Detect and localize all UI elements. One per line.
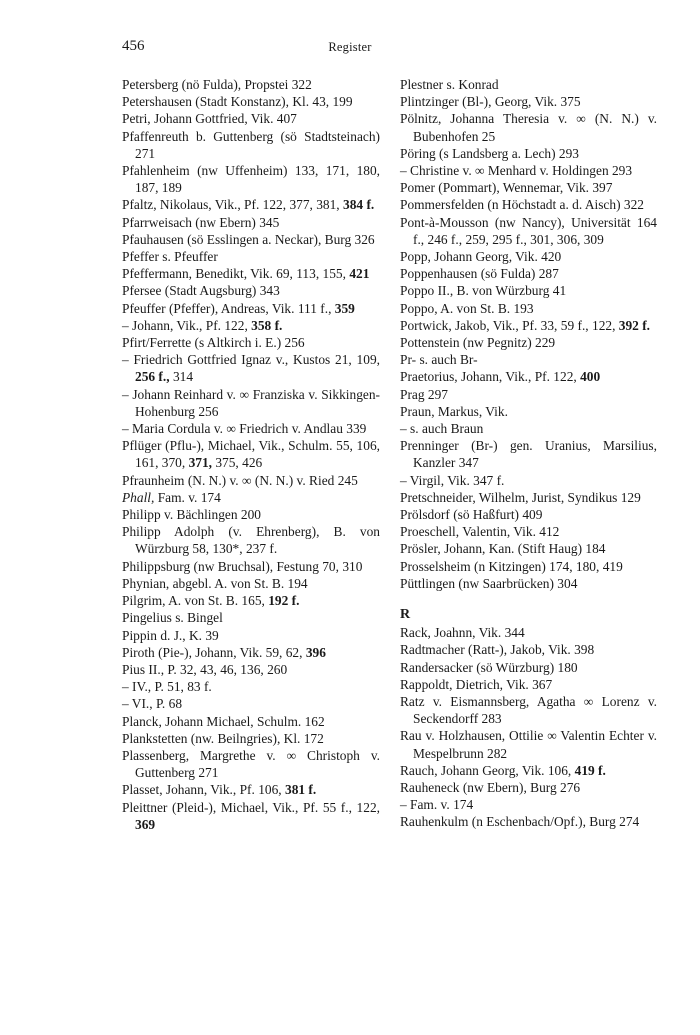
index-entry: Rauch, Johann Georg, Vik. 106, 419 f.: [400, 762, 606, 778]
index-entry: Planck, Johann Michael, Schulm. 162: [122, 713, 325, 729]
index-entry: Pfeffer s. Pfeuffer: [122, 249, 218, 265]
index-entry: Poppo II., B. von Würzburg 41: [400, 283, 567, 299]
entry-bold-ref: 256 f.,: [135, 369, 170, 385]
entry-bold-ref: 384 f.: [343, 197, 375, 213]
entry-bold-ref: 396: [305, 644, 326, 660]
index-entry: Petershausen (Stadt Konstanz), Kl. 43, 199: [122, 94, 353, 110]
index-entry: – Johann Reinhard v. ∞ Franziska v. Sikkingen-Hohenburg 256: [122, 386, 380, 419]
index-entry: Plankstetten (nw. Beilngries), Kl. 172: [122, 730, 324, 746]
index-entry: – IV., P. 51, 83 f.: [122, 679, 212, 695]
entry-bold-ref: 421: [349, 266, 370, 282]
index-entry: Plassenberg, Margrethe v. ∞ Christoph v. Guttenberg 271: [122, 747, 380, 781]
index-entry: Prosselsheim (n Kitzingen) 174, 180, 419: [400, 558, 623, 574]
entry-bold-ref: 400: [580, 369, 601, 385]
index-entry: Pfarrweisach (nw Ebern) 345: [122, 214, 280, 230]
index-entry: Portwick, Jakob, Vik., Pf. 33, 59 f., 122, 392 f.: [400, 317, 651, 333]
index-entry: Pöring (s Landsberg a. Lech) 293: [400, 145, 579, 161]
entry-bold-ref: 358 f.: [251, 317, 283, 333]
index-column-right: [400, 76, 657, 831]
index-entry: Pleittner (Pleid-), Michael, Vik., Pf. 55 f., 122, 369: [122, 799, 380, 832]
entry-bold-ref: 359: [334, 300, 355, 316]
index-entry: Rappoldt, Dietrich, Vik. 367: [400, 676, 553, 692]
index-entry: Pippin d. J., K. 39: [122, 627, 219, 643]
index-entry: – Johann, Vik., Pf. 122, 358 f.: [122, 317, 283, 333]
entry-bold-ref: 392 f.: [618, 317, 651, 333]
index-entry: Praun, Markus, Vik.: [400, 403, 508, 419]
index-entry: Prösler, Johann, Kan. (Stift Haug) 184: [400, 541, 606, 557]
index-entry: Pottenstein (nw Pegnitz) 229: [400, 335, 556, 351]
index-entry: – s. auch Braun: [400, 421, 484, 437]
index-entry: Phynian, abgebl. A. von St. B. 194: [122, 575, 308, 591]
index-entry: Proeschell, Valentin, Vik. 412: [400, 524, 560, 540]
index-entry: Pfauhausen (sö Esslingen a. Neckar), Burg 326: [122, 231, 375, 247]
entry-italic-term: Phall,: [122, 489, 155, 505]
index-entry: Prag 297: [400, 386, 448, 402]
index-entry: Pius II., P. 32, 43, 46, 136, 260: [122, 661, 288, 677]
index-entry: Philipp Adolph (v. Ehrenberg), B. von Würzburg 58, 130*, 237 f.: [122, 524, 380, 557]
index-entry: Pretschneider, Wilhelm, Jurist, Syndikus 129: [400, 489, 641, 505]
index-entry: Pont-à-Mousson (nw Nancy), Universität 164 f., 246 f., 259, 295 f., 301, 306, 309: [400, 214, 657, 247]
index-entry: Poppenhausen (sö Fulda) 287: [400, 266, 559, 282]
index-entry: – Maria Cordula v. ∞ Friedrich v. Andlau 339: [122, 421, 367, 437]
index-entry: Pfeuffer (Pfeffer), Andreas, Vik. 111 f., 359: [122, 300, 355, 316]
index-entry: Poppo, A. von St. B. 193: [400, 300, 534, 316]
index-entry: Pölnitz, Johanna Theresia v. ∞ (N. N.) v. Bubenhofen 25: [400, 111, 657, 144]
index-entry: Ratz v. Eismannsberg, Agatha ∞ Lorenz v. Seckendorff 283: [400, 693, 657, 727]
page-number: 456: [122, 38, 145, 54]
index-entry: Praetorius, Johann, Vik., Pf. 122, 400: [400, 369, 601, 385]
index-entry: Petri, Johann Gottfried, Vik. 407: [122, 111, 297, 127]
index-entry: Popp, Johann Georg, Vik. 420: [400, 249, 562, 265]
index-section-heading: R: [400, 607, 411, 623]
index-entry: Püttlingen (nw Saarbrücken) 304: [400, 575, 578, 591]
entry-bold-ref: 381 f.: [285, 782, 317, 798]
index-entry: Pilgrim, A. von St. B. 165, 192 f.: [122, 593, 300, 609]
index-entry: Pingelius s. Bingel: [122, 610, 223, 626]
index-entry: Plasset, Johann, Vik., Pf. 106, 381 f.: [122, 782, 317, 798]
index-entry: – Christine v. ∞ Menhard v. Holdingen 293: [400, 163, 633, 179]
index-entry: Piroth (Pie-), Johann, Vik. 59, 62, 396: [122, 644, 326, 660]
index-entry: Pomer (Pommart), Wennemar, Vik. 397: [400, 180, 613, 196]
index-entry: – Fam. v. 174: [400, 797, 474, 813]
entry-bold-ref: 369: [135, 816, 156, 832]
index-entry: Prölsdorf (sö Haßfurt) 409: [400, 507, 543, 523]
index-entry: – VI., P. 68: [122, 696, 183, 712]
index-entry: Radtmacher (Ratt-), Jakob, Vik. 398: [400, 642, 595, 658]
running-head: Register: [328, 40, 372, 54]
index-entry: Pfahlenheim (nw Uffenheim) 133, 171, 180, 187, 189: [122, 163, 380, 196]
index-entry: Plestner s. Konrad: [400, 77, 499, 92]
index-entry: Pommersfelden (n Höchstadt a. d. Aisch) 322: [400, 197, 644, 213]
index-entry: – Virgil, Vik. 347 f.: [400, 472, 505, 488]
index-entry: Phall, Fam. v. 174: [122, 489, 221, 505]
index-entry: Prenninger (Br-) gen. Uranius, Marsilius, Kanzler 347: [400, 438, 657, 471]
entry-bold-ref: 192 f.: [268, 593, 300, 609]
index-entry: Pfraunheim (N. N.) v. ∞ (N. N.) v. Ried 245: [122, 472, 358, 488]
index-entry: Pfirt/Ferrette (s Altkirch i. E.) 256: [122, 335, 305, 351]
index-entry: Petersberg (nö Fulda), Propstei 322: [122, 77, 312, 92]
index-entry: Rauhenkulm (n Eschenbach/Opf.), Burg 274: [400, 814, 640, 830]
index-entry: Philippsburg (nw Bruchsal), Festung 70, 310: [122, 558, 363, 574]
index-entry: Pfersee (Stadt Augsburg) 343: [122, 283, 280, 299]
index-column-left: [122, 76, 380, 833]
index-entry: Pr- s. auch Br-: [400, 352, 478, 368]
index-entry: Rauheneck (nw Ebern), Burg 276: [400, 779, 581, 795]
index-entry: Philipp v. Bächlingen 200: [122, 507, 261, 523]
index-entry: – Friedrich Gottfried Ignaz v., Kustos 21, 109, 256 f., 314: [122, 352, 380, 385]
index-entry: Rack, Joahnn, Vik. 344: [400, 625, 525, 641]
index-entry: Pfeffermann, Benedikt, Vik. 69, 113, 155, 421: [122, 266, 370, 282]
index-entry: Randersacker (sö Würzburg) 180: [400, 659, 578, 675]
index-entry: Pflüger (Pflu-), Michael, Vik., Schulm. 55, 106, 161, 370, 371, 375, 426: [122, 438, 380, 471]
index-entry: Pfaffenreuth b. Guttenberg (sö Stadtsteinach) 271: [122, 128, 380, 161]
index-entry: Pfaltz, Nikolaus, Vik., Pf. 122, 377, 381, 384 f.: [122, 197, 375, 213]
index-entry: Plintzinger (Bl-), Georg, Vik. 375: [400, 94, 581, 110]
entry-bold-ref: 419 f.: [574, 762, 606, 778]
index-entry: Rau v. Holzhausen, Ottilie ∞ Valentin Echter v. Mespelbrunn 282: [400, 728, 657, 761]
entry-bold-ref: 371,: [188, 455, 212, 471]
